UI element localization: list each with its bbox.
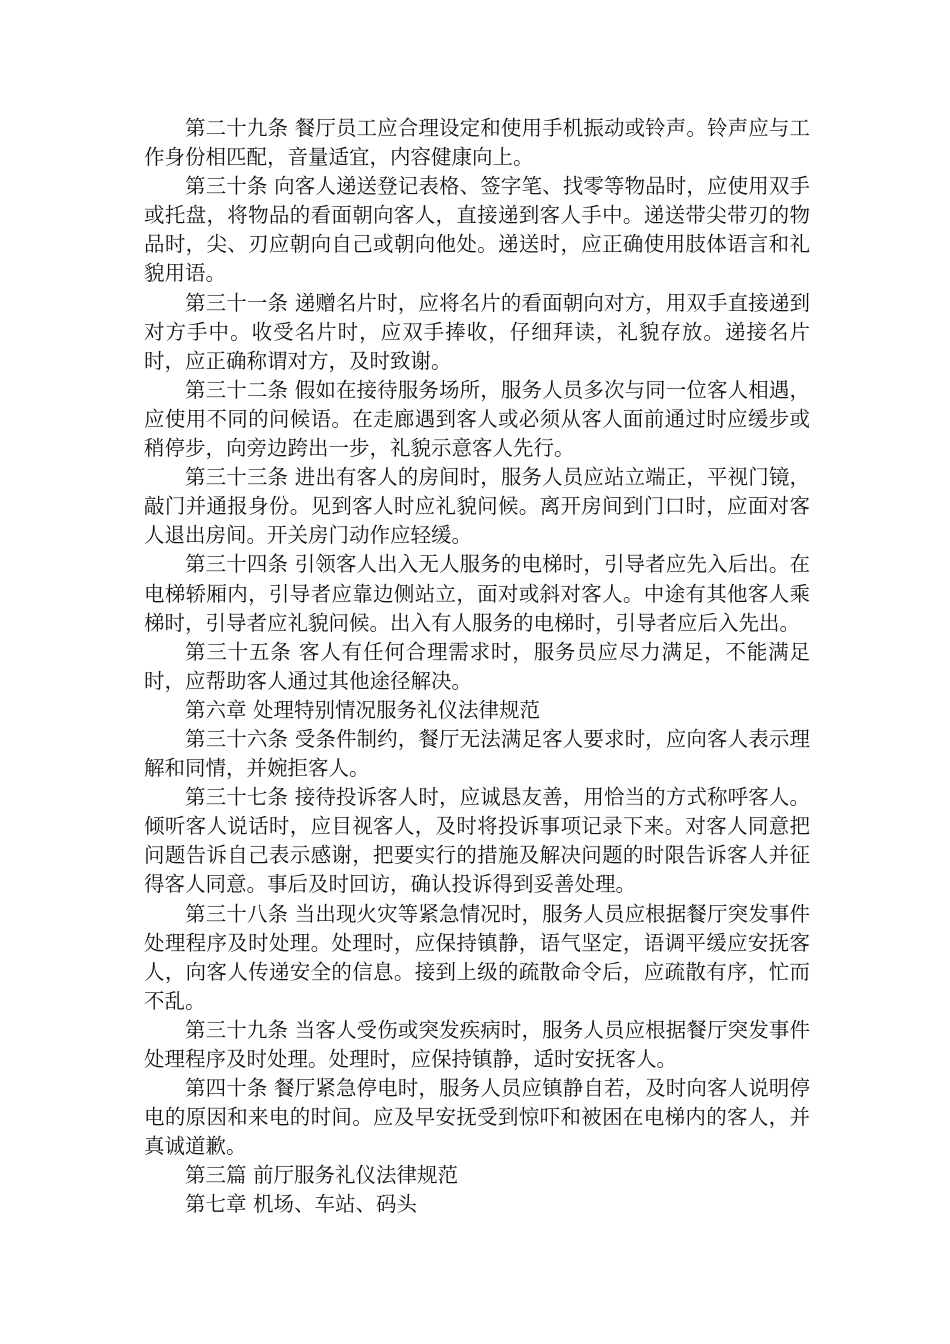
article-40: 第四十条 餐厅紧急停电时，服务人员应镇静自若，及时向客人说明停电的原因和来电的时间。应及早安抚受到惊吓和被困在电梯内的客人，并真诚道歉。: [144, 1076, 810, 1159]
chapter-6-heading: 第六章 处理特别情况服务礼仪法律规范: [185, 697, 541, 722]
article-39: 第三十九条 当客人受伤或突发疾病时，服务人员应根据餐厅突发事件处理程序及时处理。处理时，应保持镇静，适时安抚客人。: [144, 1017, 810, 1071]
article-32: 第三十二条 假如在接待服务场所，服务人员多次与同一位客人相遇，应使用不同的问候语。在走廊遇到客人或必须从客人面前通过时应缓步或稍停步，向旁边跨出一步，礼貌示意客人先行。: [144, 377, 810, 461]
article-30: 第三十条 向客人递送登记表格、签字笔、找零等物品时，应使用双手或托盘，将物品的看面朝向客人，直接递到客人手中。递送带尖带刃的物品时，尖、刃应朝向自己或朝向他处。递送时，应正确使用肢体语言和礼貌用语。: [144, 174, 810, 286]
article-36: 第三十六条 受条件制约，餐厅无法满足客人要求时，应向客人表示理解和同情，并婉拒客人。: [144, 726, 810, 781]
article-35: 第三十五条 客人有任何合理需求时，服务员应尽力满足，不能满足时，应帮助客人通过其他途径解决。: [144, 639, 810, 693]
article-37: 第三十七条 接待投诉客人时，应诚恳友善，用恰当的方式称呼客人。倾听客人说话时，应目视客人，及时将投诉事项记录下来。对客人同意把问题告诉自己表示感谢，把要实行的措施及解决问题的时限告诉客人并征得客人同意。事后及时回访，确认投诉得到妥善处理。: [144, 785, 810, 897]
article-33: 第三十三条 进出有客人的房间时，服务人员应站立端正，平视门镜，敲门并通报身份。见到客人时应礼貌问候。离开房间到门口时，应面对客人退出房间。开关房门动作应轻缓。: [144, 465, 810, 548]
part-3-heading: 第三篇 前厅服务礼仪法律规范: [185, 1163, 459, 1188]
chapter-7-heading: 第七章 机场、车站、码头: [185, 1192, 418, 1217]
article-31: 第三十一条 递赠名片时，应将名片的看面朝向对方，用双手直接递到对方手中。收受名片时，应双手捧收，仔细拜读，礼貌存放。递接名片时，应正确称谓对方，及时致谢。: [144, 290, 810, 373]
article-34: 第三十四条 引领客人出入无人服务的电梯时，引导者应先入后出。在电梯轿厢内，引导者应靠边侧站立，面对或斜对客人。中途有其他客人乘梯时，引导者应礼貌问候。出入有人服务的电梯时，引导者应后入先出。: [144, 552, 810, 635]
article-38: 第三十八条 当出现火灾等紧急情况时，服务人员应根据餐厅突发事件处理程序及时处理。处理时，应保持镇静，语气坚定，语调平缓应安抚客人，向客人传递安全的信息。接到上级的疏散命令后，应疏散有序，忙而不乱。: [144, 901, 810, 1013]
document-page: [144, 114, 810, 1220]
article-29: 第二十九条 餐厅员工应合理设定和使用手机振动或铃声。铃声应与工作身份相匹配，音量适宜，内容健康向上。: [144, 116, 810, 170]
